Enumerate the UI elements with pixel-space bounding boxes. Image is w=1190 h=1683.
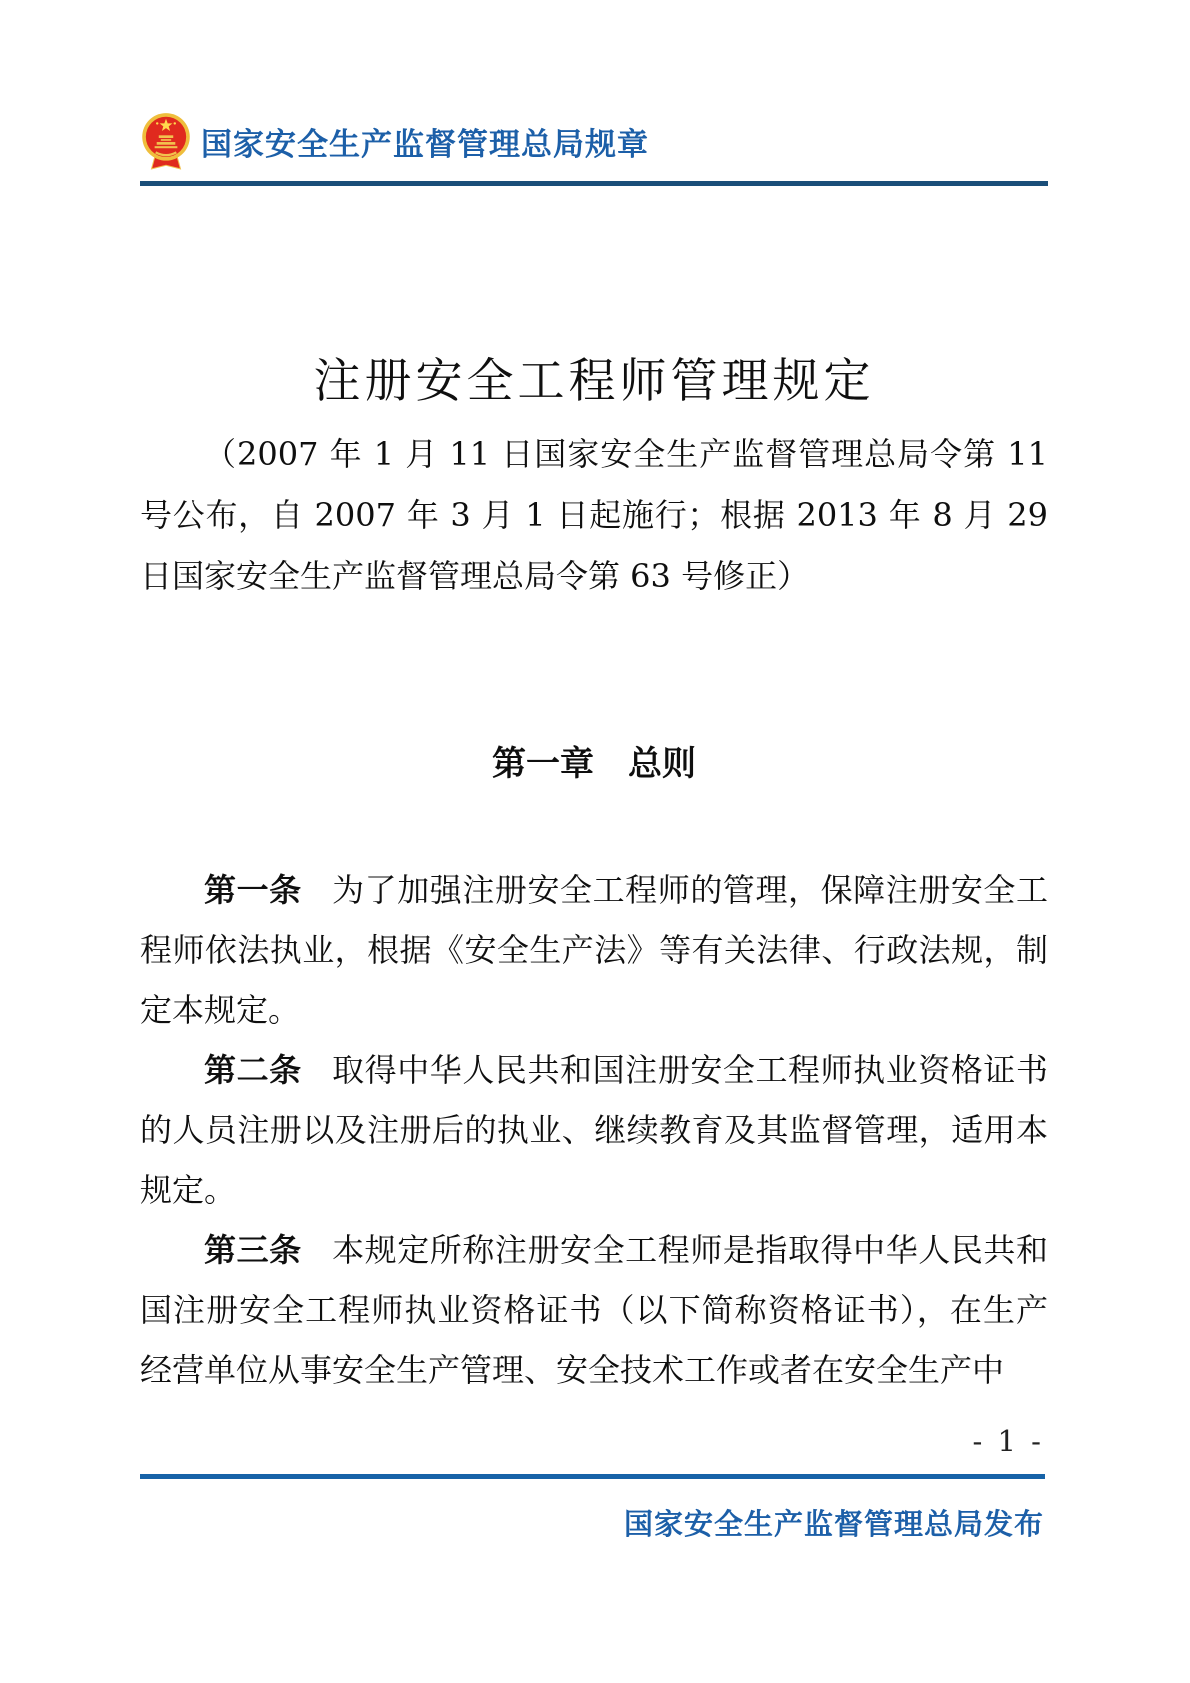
article-3: [140, 1220, 1048, 1400]
page-number: - 1 -: [972, 1424, 1044, 1458]
article-1-label: 第一条: [204, 871, 302, 909]
article-1: [140, 860, 1048, 1040]
document-body: [140, 860, 1048, 1400]
chapter-heading: 第一章 总则: [492, 744, 696, 784]
page-header: [140, 110, 1048, 172]
footer-publisher: 国家安全生产监督管理总局发布: [623, 1507, 1044, 1541]
article-1-text: 为了加强注册安全工程师的管理，保障注册安全工程师依法执业，根据《安全生产法》等有关法律、行政法规，制定本规定。: [140, 871, 1048, 1029]
article-2-text: 取得中华人民共和国注册安全工程师执业资格证书的人员注册以及注册后的执业、继续教育及其监督管理，适用本规定。: [140, 1051, 1048, 1209]
article-2: [140, 1040, 1048, 1220]
article-3-text: 本规定所称注册安全工程师是指取得中华人民共和国注册安全工程师执业资格证书（以下简称资格证书），在生产经营单位从事安全生产管理、安全技术工作或者在安全生产中: [140, 1231, 1048, 1389]
header-agency-title: 国家安全生产监督管理总局规章: [201, 126, 649, 163]
article-3-label: 第三条: [204, 1231, 302, 1269]
article-2-label: 第二条: [204, 1051, 302, 1089]
header-divider: [140, 181, 1048, 186]
document-preamble: （2007 年 1 月 11 日国家安全生产监督管理总局令第 11 号公布，自 2007 年 3 月 1 日起施行；根据 2013 年 8 月 29 日国家安全生产监督管理总局令第 63 号修正）: [140, 435, 1048, 595]
footer-divider: [140, 1474, 1045, 1479]
national-emblem-icon: [140, 110, 192, 172]
document-title: 注册安全工程师管理规定: [313, 354, 875, 409]
